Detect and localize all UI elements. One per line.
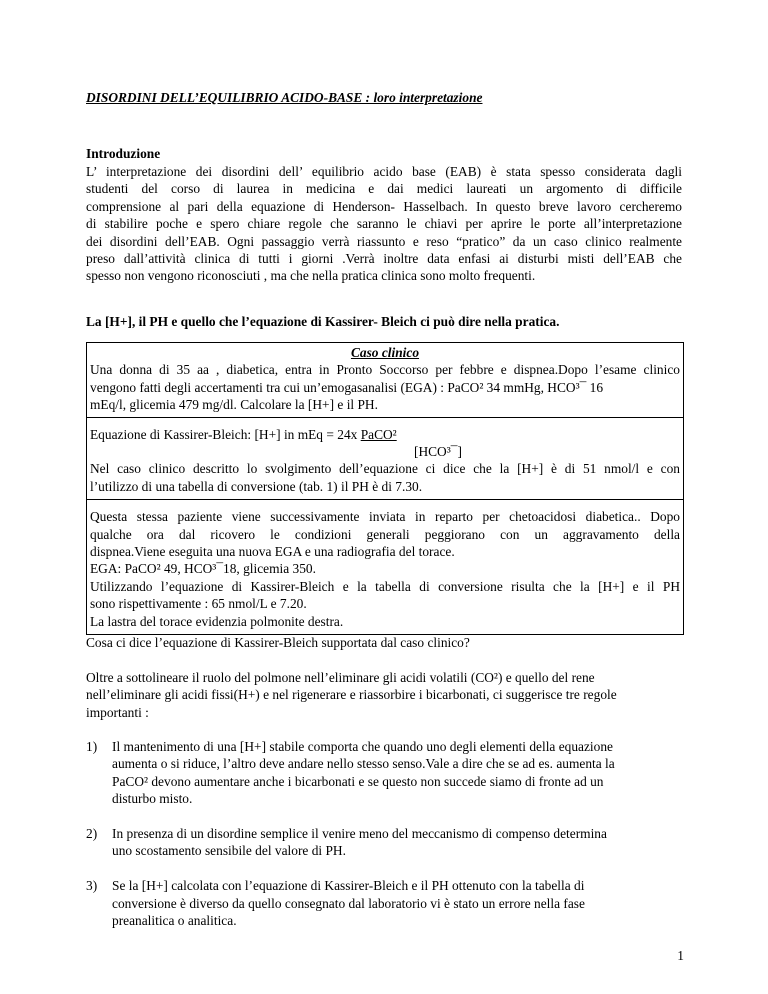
case-line: mEq/l, glicemia 479 mg/dl. Calcolare la [H+] e il PH. [90, 397, 378, 413]
case-line: Nel caso clinico descritto lo svolgimento dell’equazione ci dice che la [H+] è di 51 nmol/l e con [90, 461, 680, 477]
intro-line: dei disordini dell’EAB. Ogni passaggio verrà riassunto e reso “pratico” da un caso clinico realmente [86, 233, 682, 249]
intro-paragraph [86, 163, 682, 285]
list-item-line: uno scostamento sensibile del valore di PH. [112, 843, 346, 859]
list-item [86, 738, 682, 808]
list-item-line: aumenta o si riduce, l’altro deve andare nello stesso senso.Vale a dire che se ad es. aumenta la [112, 756, 615, 772]
list-item [86, 825, 682, 860]
equation-prefix: Equazione di Kassirer-Bleich: [H+] in mEq = 24x [90, 426, 361, 442]
case-line: Una donna di 35 aa , diabetica, entra in Pronto Soccorso per febbre e dispnea.Dopo l’esame clinico [90, 362, 680, 378]
case-line: Questa stessa paziente viene successivamente inviata in reparto per chetoacidosi diabetica.. Dopo [90, 509, 680, 525]
case-box [86, 342, 684, 635]
list-item-line: In presenza di un disordine semplice il venire meno del meccanismo di compenso determina [112, 826, 607, 842]
intro-line: di stabilire poche e spero chiare regole che saranno le chiavi per aprire le porte all’interpretazione [86, 216, 682, 232]
question-paragraph [86, 634, 682, 651]
intro-line: studenti del corso di laurea in medicina e dai medici laureati un argomento di difficile [86, 181, 682, 197]
list-item-line: preanalitica o analitica. [112, 913, 237, 929]
list-item-number: 1) [86, 739, 98, 754]
equation-denominator: [HCO³¯] [414, 444, 462, 460]
rules-list [86, 738, 682, 947]
page-number: 1 [677, 948, 684, 963]
list-item-line: PaCO² devono aumentare anche i bicarbonati e se questo non succede siamo di fronte ad un [112, 773, 604, 789]
list-item-line: Se la [H+] calcolata con l’equazione di Kassirer-Bleich e il PH ottenuto con la tabella di [112, 878, 585, 894]
case-line: Utilizzando l’equazione di Kassirer-Bleich e la tabella di conversione risulta che la [H+] e il PH [90, 578, 680, 594]
list-item-line: Il mantenimento di una [H+] stabile comporta che quando uno degli elementi della equazione [112, 739, 613, 754]
case-line: vengono fatti degli accertamenti tra cui un’emogasanalisi (EGA) : PaCO² 34 mmHg, HCO³¯ 16 [90, 379, 604, 395]
explanation-line: importanti : [86, 704, 149, 720]
case-line: l’utilizzo di una tabella di conversione (tab. 1) il PH è di 7.30. [90, 478, 423, 494]
case-cell-equation [87, 418, 683, 501]
case-line: EGA: PaCO² 49, HCO³¯18, glicemia 350. [90, 561, 316, 577]
case-cell-followup [87, 500, 683, 635]
intro-line: L’ interpretazione dei disordini dell’ equilibrio acido base (EAB) è stata spesso considerata dagli [86, 164, 682, 179]
intro-heading: Introduzione [86, 146, 161, 161]
intro-line: spesso non vengono riconosciuti , ma che nella pratica clinica sono molto frequenti. [86, 268, 536, 284]
list-item-number: 3) [86, 878, 98, 894]
explanation-paragraph [86, 669, 682, 721]
list-item-number: 2) [86, 826, 98, 842]
explanation-line: nell’eliminare gli acidi fissi(H+) e nel rigenerare e riassorbire i bicarbonati, ci suggerisce tre regole [86, 687, 617, 703]
case-header: Caso clinico [350, 345, 420, 360]
section-heading: La [H+], il PH e quello che l’equazione di Kassirer- Bleich ci può dire nella pratica. [86, 314, 560, 329]
case-line: dispnea.Viene eseguita una nuova EGA e una radiografia del torace. [90, 544, 455, 560]
case-line: qualche ora dal ricovero le condizioni generali peggiorano con un aggravamento della [90, 526, 680, 542]
explanation-line: Oltre a sottolineare il ruolo del polmone nell’eliminare gli acidi volatili (CO²) e quello del rene [86, 670, 595, 685]
case-line: La lastra del torace evidenzia polmonite destra. [90, 613, 344, 629]
list-item-line: conversione è diverso da quello consegnato dal laboratorio vi è stato un errore nella fase [112, 895, 585, 911]
equation-line [90, 426, 680, 443]
question-line: Cosa ci dice l’equazione di Kassirer-Bleich supportata dal caso clinico? [86, 635, 470, 650]
list-item-line: disturbo misto. [112, 791, 193, 807]
case-line: sono rispettivamente : 65 nmol/L e 7.20. [90, 596, 307, 612]
equation-numerator: PaCO² [360, 426, 397, 442]
intro-line: preso dall’attività clinica di tutti i giorni .Verrà inoltre data enfasi ai disturbi misti dell’EAB che [86, 251, 682, 267]
case-cell-intro [87, 343, 683, 418]
document-title: DISORDINI DELL’EQUILIBRIO ACIDO-BASE : loro interpretazione [86, 90, 483, 105]
list-item [86, 877, 682, 929]
intro-line: comprensione al pari della equazione di Henderson- Hasselbach. In questo breve lavoro cercheremo [86, 198, 682, 214]
